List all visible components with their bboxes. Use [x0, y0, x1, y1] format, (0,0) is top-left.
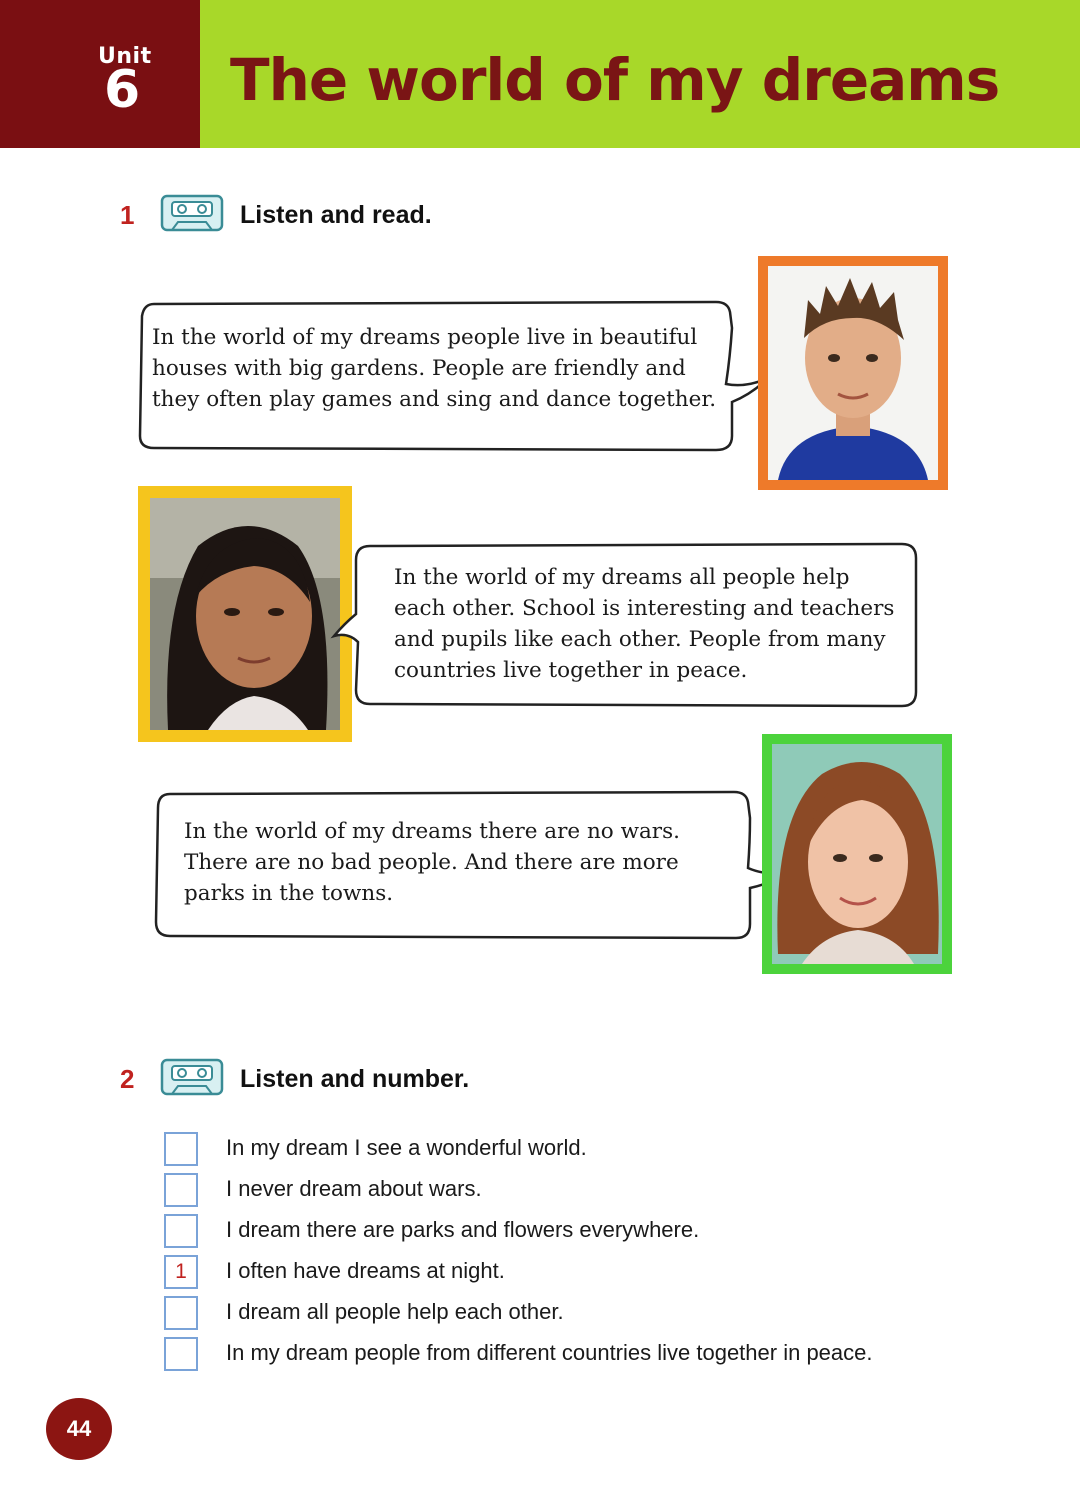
list-item-text: In my dream people from different countries live together in peace.: [226, 1340, 873, 1365]
number-box[interactable]: [164, 1214, 198, 1248]
speech-bubble-2: [330, 540, 920, 712]
title-bar: [200, 0, 1080, 148]
unit-badge: [0, 0, 200, 148]
list-item: [164, 1255, 964, 1291]
section-1-title: Listen and read.: [240, 201, 432, 229]
number-box[interactable]: [164, 1132, 198, 1166]
section-2-number: 2: [120, 1064, 135, 1094]
list-item: [164, 1337, 964, 1373]
list-item: [164, 1296, 964, 1332]
photo-girl-dark-hair: [138, 486, 352, 742]
number-box[interactable]: 1: [164, 1255, 198, 1289]
list-item-text: I dream there are parks and flowers everywhere.: [226, 1217, 700, 1242]
page-number: 44: [46, 1398, 112, 1460]
bubble-2-text: In the world of my dreams all people help each other. School is interesting and teachers and pupils like each other. People from many countries live together in peace.: [394, 565, 895, 683]
photo-boy: [758, 256, 948, 490]
number-box[interactable]: [164, 1173, 198, 1207]
speech-bubble-1: [136, 298, 776, 456]
bubble-1-text: In the world of my dreams people live in beautiful houses with big gardens. People are friendly and they often play games and sing and dance together.: [152, 325, 717, 412]
list-item-text: In my dream I see a wonderful world.: [226, 1135, 587, 1160]
page-title: The world of my dreams: [230, 46, 1000, 114]
number-box[interactable]: [164, 1296, 198, 1330]
list-item-text: I often have dreams at night.: [226, 1258, 505, 1283]
bubble-3-text: In the world of my dreams there are no wars. There are no bad people. And there are more parks in the towns.: [184, 819, 680, 906]
cassette-icon: [158, 1054, 226, 1102]
list-item: [164, 1132, 964, 1168]
list-item: [164, 1173, 964, 1209]
speech-bubble-3: [152, 788, 792, 942]
list-item: [164, 1214, 964, 1250]
list-item-text: I never dream about wars.: [226, 1176, 482, 1201]
section-1-number: 1: [120, 200, 135, 230]
section-2-title: Listen and number.: [240, 1065, 470, 1093]
list-item-text: I dream all people help each other.: [226, 1299, 564, 1324]
photo-girl-red-hair: [762, 734, 952, 974]
number-box[interactable]: [164, 1337, 198, 1371]
cassette-icon: [158, 190, 226, 238]
unit-number: 6: [104, 60, 141, 120]
unit-label: Unit: [98, 44, 152, 69]
